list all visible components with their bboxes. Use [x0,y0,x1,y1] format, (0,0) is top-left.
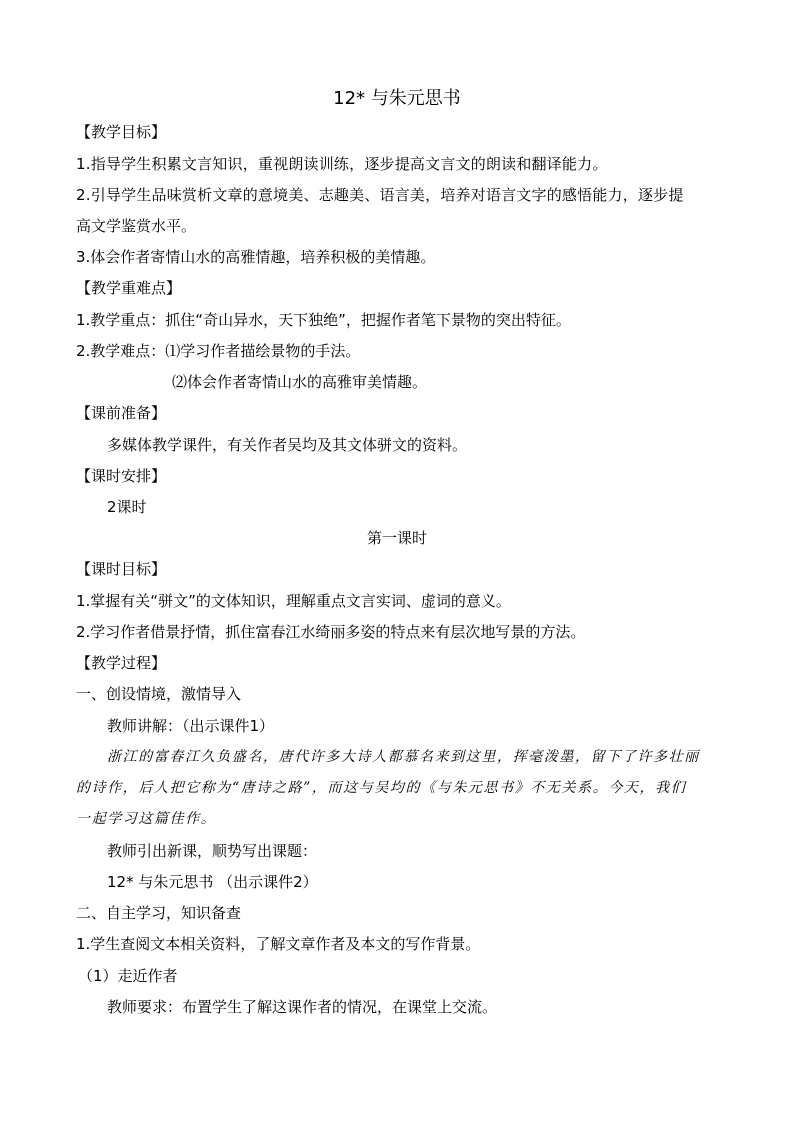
goal-item-2-continued: 高文学鉴赏水平。 [76,217,197,235]
lesson-title-line: 12* 与朱元思书 （出示课件2） [107,873,318,891]
teacher-requirement: 教师要求：布置学生了解这课作者的情况，在课堂上交流。 [107,998,498,1016]
section-heading-schedule: 【课时安排】 [76,467,167,485]
key-point-item-2-sub: ⑵体会作者寄情山水的高雅审美情趣。 [172,373,428,391]
section-heading-lesson-goals: 【课时目标】 [76,560,167,578]
schedule-text: 2课时 [107,498,147,516]
teacher-intro-new-lesson: 教师引出新课，顺势写出课题： [107,842,318,860]
process-step-1: 一、创设情境，激情导入 [76,685,242,703]
teacher-explanation: 教师讲解：（出示课件1） [107,717,275,735]
goal-item-3: 3.体会作者寄情山水的高雅情趣，培养积极的美情趣。 [76,248,436,266]
goal-item-1: 1.指导学生积累文言知识，重视朗读训练，逐步提高文言文的朗读和翻译能力。 [76,155,608,173]
section-heading-preparation: 【课前准备】 [76,404,167,422]
lesson-goal-item-2: 2.学习作者借景抒情，抓住富春江水绮丽多姿的特点来有层次地写景的方法。 [76,623,586,641]
author-subheading: （1）走近作者 [78,967,178,985]
intro-paragraph-line-1: 浙江的富春江久负盛名，唐代许多大诗人都慕名来到这里，挥毫泼墨，留下了许多壮丽 [107,749,700,765]
self-study-item-1: 1.学生查阅文本相关资料，了解文章作者及本文的写作背景。 [76,935,481,953]
key-point-item-1: 1.教学重点：抓住“奇山异水，天下独绝”，把握作者笔下景物的突出特征。 [76,311,571,329]
lesson-heading: 第一课时 [366,529,427,547]
section-heading-process: 【教学过程】 [76,654,167,672]
section-heading-key-points: 【教学重难点】 [76,279,182,297]
lesson-goal-item-1: 1.掌握有关“骈文”的文体知识，理解重点文言实词、虚词的意义。 [76,592,511,610]
key-point-item-2: 2.教学难点：⑴学习作者描绘景物的手法。 [76,342,361,360]
intro-paragraph-line-2: 的诗作，后人把它称为“唐诗之路”，而这与吴均的《与朱元思书》不无关系。今天，我们 [76,780,687,796]
intro-paragraph-line-3: 一起学习这篇佳作。 [76,811,217,827]
preparation-text: 多媒体教学课件，有关作者吴均及其文体骈文的资料。 [107,436,468,454]
goal-item-2: 2.引导学生品味赏析文章的意境美、志趣美、语言美，培养对语言文字的感悟能力，逐步提 [76,186,684,204]
section-heading-teaching-goals: 【教学目标】 [76,123,167,141]
process-step-2: 二、自主学习，知识备查 [76,904,242,922]
page-title: 12* 与朱元思书 [333,88,461,109]
